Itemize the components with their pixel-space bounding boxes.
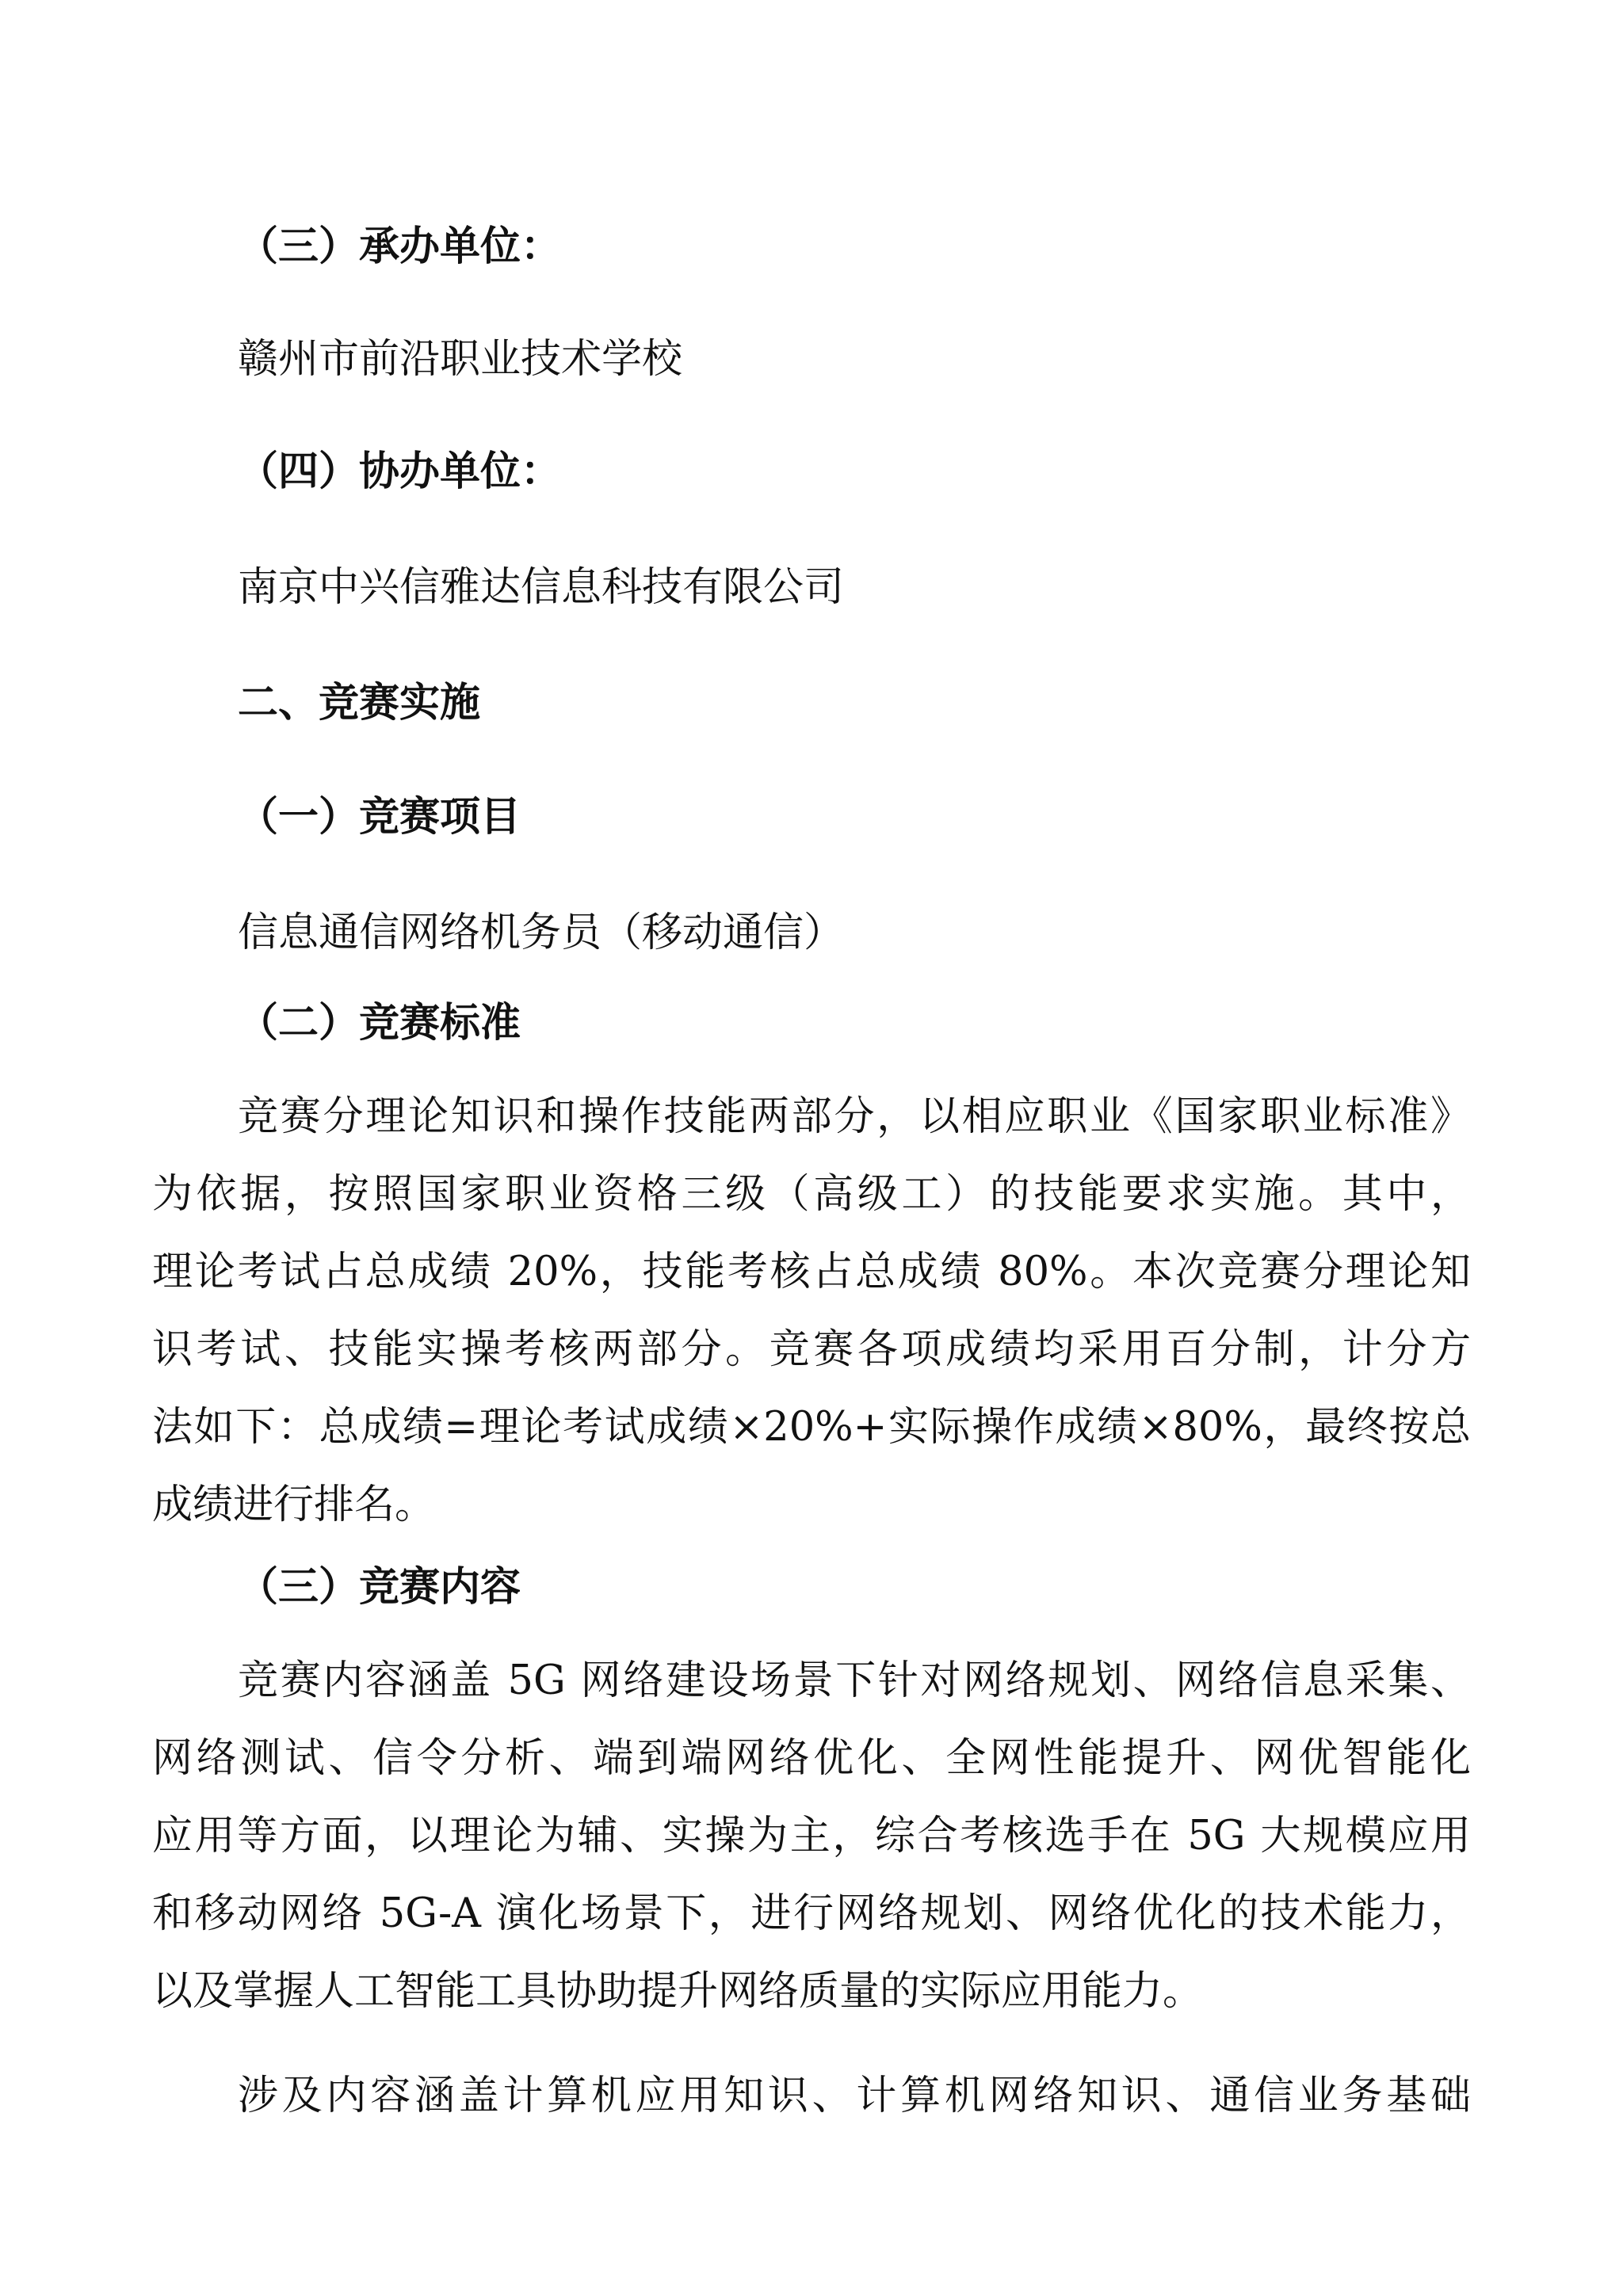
heading-competition-standard: （二）竞赛标准 <box>238 1000 521 1047</box>
organizer-name: 赣州市前沿职业技术学校 <box>238 336 683 383</box>
competition-item-text: 信息通信网络机务员（移动通信） <box>238 910 845 956</box>
scope-line-1: 涉及内容涵盖计算机应用知识、计算机网络知识、通信业务基础 <box>238 2073 1471 2119</box>
standard-line-3: 理论考试占总成绩 20%，技能考核占总成绩 80%。本次竞赛分理论知 <box>152 1249 1471 1295</box>
heading-competition-item: （一）竞赛项目 <box>238 794 521 841</box>
content-line-4: 和移动网络 5G-A 演化场景下，进行网络规划、网络优化的技术能力， <box>152 1890 1471 1937</box>
content-line-3: 应用等方面，以理论为辅、实操为主，综合考核选手在 5G 大规模应用 <box>152 1813 1471 1859</box>
heading-co-organizer: （四）协办单位： <box>238 448 562 495</box>
standard-line-5: 法如下：总成绩=理论考试成绩×20%+实际操作成绩×80%，最终按总 <box>152 1404 1471 1451</box>
section-title: 二、竞赛实施 <box>238 680 481 727</box>
standard-line-1: 竞赛分理论知识和操作技能两部分，以相应职业《国家职业标准》 <box>238 1093 1471 1140</box>
co-organizer-name: 南京中兴信雅达信息科技有限公司 <box>238 564 845 611</box>
standard-line-2: 为依据，按照国家职业资格三级（高级工）的技能要求实施。其中， <box>152 1171 1471 1218</box>
standard-line-6: 成绩进行排名。 <box>152 1482 436 1528</box>
content-line-1: 竞赛内容涵盖 5G 网络建设场景下针对网络规划、网络信息采集、 <box>238 1657 1471 1704</box>
heading-competition-content: （三）竞赛内容 <box>238 1564 521 1611</box>
content-line-5: 以及掌握人工智能工具协助提升网络质量的实际应用能力。 <box>152 1968 1204 2015</box>
standard-line-4: 识考试、技能实操考核两部分。竞赛各项成绩均采用百分制，计分方 <box>152 1326 1471 1373</box>
heading-organizer: （三）承办单位： <box>238 223 562 270</box>
content-line-2: 网络测试、信令分析、端到端网络优化、全网性能提升、网优智能化 <box>152 1735 1471 1782</box>
